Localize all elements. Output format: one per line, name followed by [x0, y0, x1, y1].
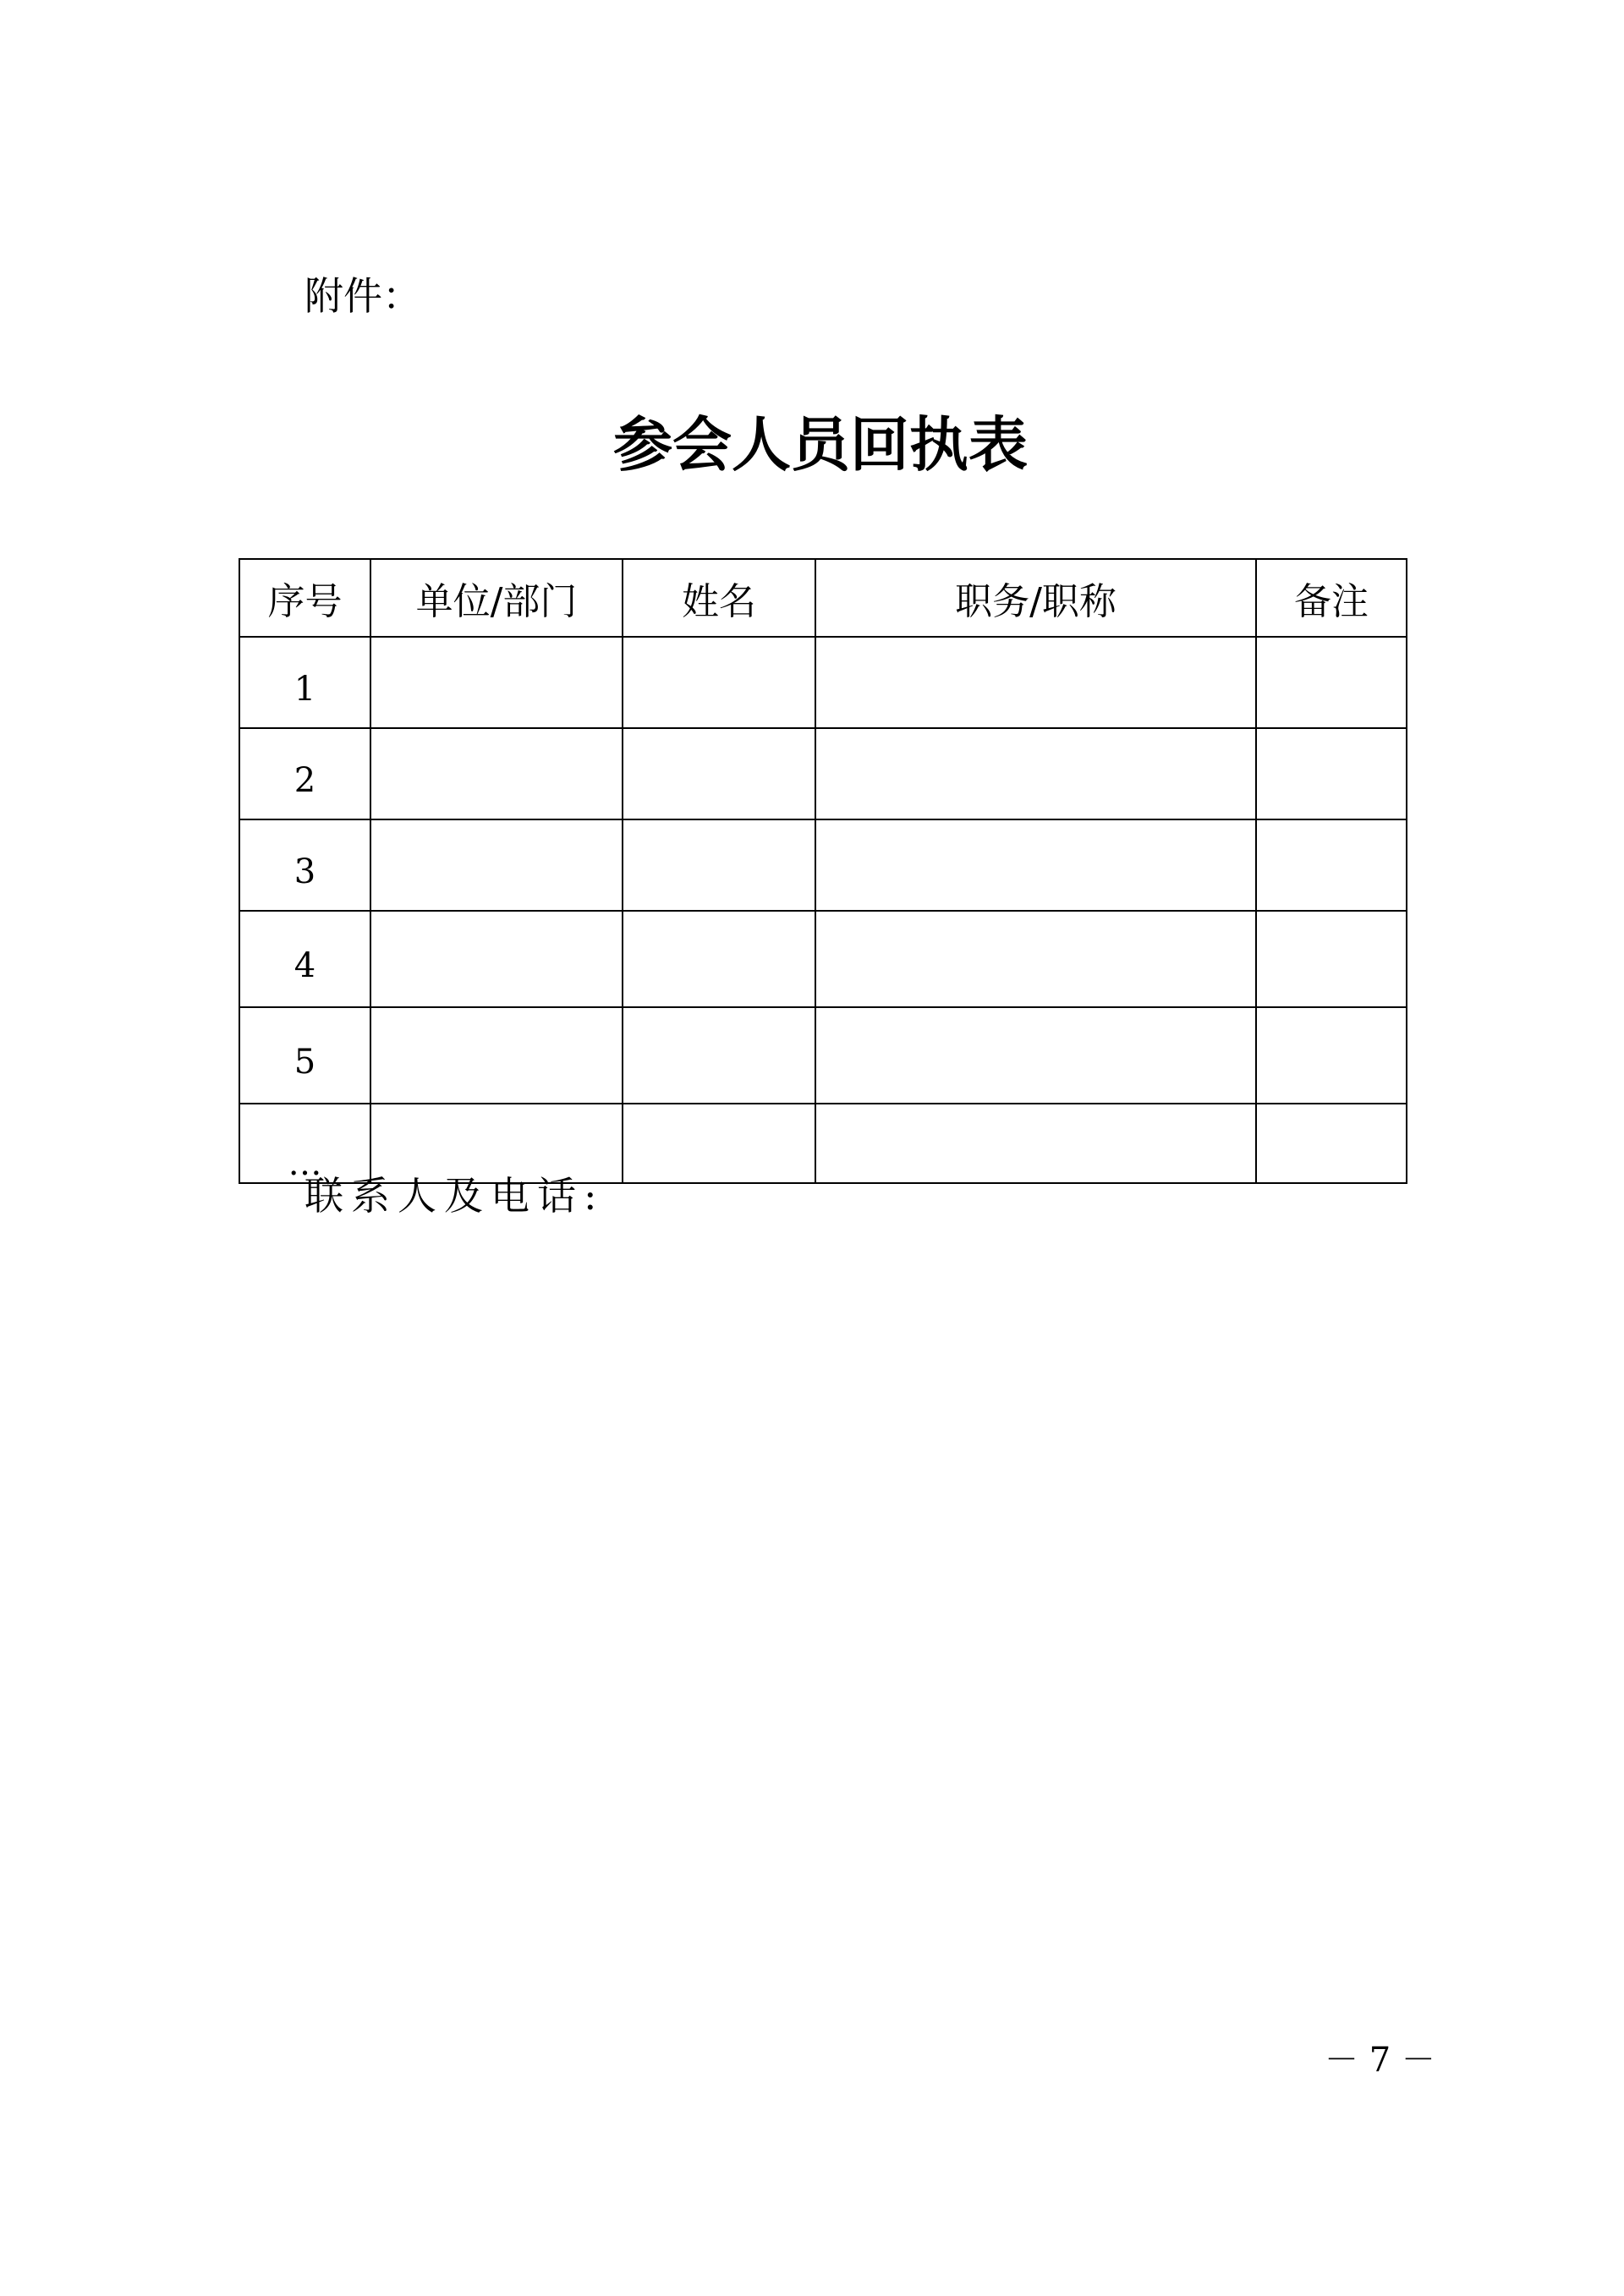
cell-position: [815, 1104, 1256, 1183]
cell-position: [815, 637, 1256, 728]
cell-unit: [370, 819, 623, 911]
header-unit: 单位/部门: [370, 559, 623, 637]
document-title: 参会人员回执表: [613, 409, 1028, 479]
header-seq: 序号: [239, 559, 370, 637]
cell-name: [623, 637, 815, 728]
header-name: 姓名: [623, 559, 815, 637]
cell-position: [815, 819, 1256, 911]
row-seq: 1: [239, 637, 370, 728]
cell-name: [623, 1104, 815, 1183]
cell-name: [623, 819, 815, 911]
cell-unit: [370, 911, 623, 1007]
row-seq: …: [239, 1104, 370, 1183]
attendee-roster-table: [239, 558, 1407, 1184]
cell-remarks: [1256, 911, 1407, 1007]
table-row: [239, 637, 1407, 728]
cell-position: [815, 1007, 1256, 1104]
attachment-label: 附件：: [304, 273, 421, 319]
row-seq: 3: [239, 819, 370, 911]
cell-remarks: [1256, 728, 1407, 819]
cell-unit: [370, 637, 623, 728]
cell-remarks: [1256, 819, 1407, 911]
header-remarks: 备注: [1256, 559, 1407, 637]
header-position: 职务/职称: [815, 559, 1256, 637]
cell-position: [815, 728, 1256, 819]
row-seq: 5: [239, 1007, 370, 1104]
table-row: [239, 911, 1407, 1007]
cell-name: [623, 728, 815, 819]
cell-unit: [370, 1007, 623, 1104]
cell-unit: [370, 728, 623, 819]
table-row: [239, 1007, 1407, 1104]
cell-name: [623, 911, 815, 1007]
table-row: [239, 728, 1407, 819]
row-seq: 4: [239, 911, 370, 1007]
table-row: [239, 819, 1407, 911]
cell-name: [623, 1007, 815, 1104]
table-header-row: [239, 559, 1407, 637]
row-seq: 2: [239, 728, 370, 819]
contact-person-phone-label: 联系人及电话:: [304, 1173, 605, 1219]
cell-remarks: [1256, 637, 1407, 728]
cell-remarks: [1256, 1104, 1407, 1183]
cell-position: [815, 911, 1256, 1007]
page-number: － 7 －: [1325, 2041, 1435, 2080]
cell-remarks: [1256, 1007, 1407, 1104]
